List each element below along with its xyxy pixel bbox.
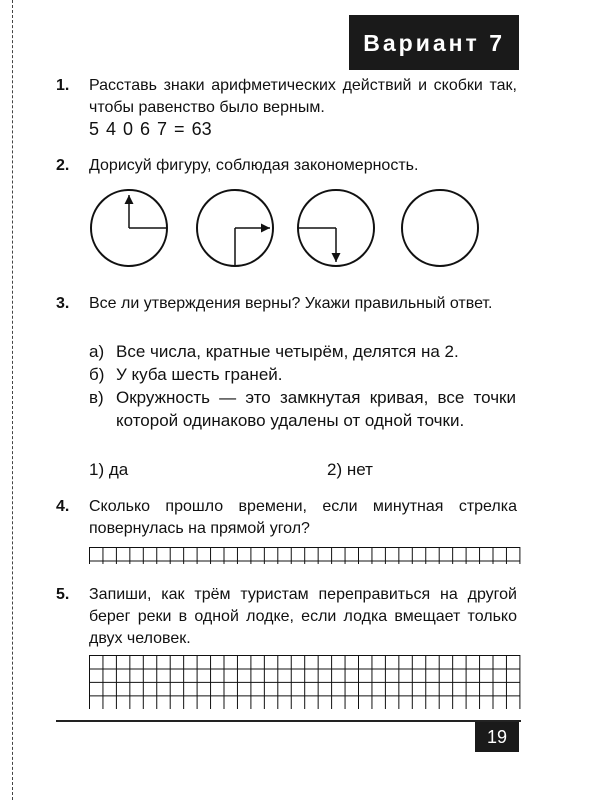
statement-c-label: в) [89,388,104,407]
answer-option-2-label: 2) [327,460,343,479]
answer-option-1-text: да [108,460,129,479]
answer-option-2-text: нет [346,460,373,479]
answer-option-1-label: 1) [89,460,105,479]
answer-grid-question-4[interactable] [89,547,521,564]
circle-4-empty [402,190,478,266]
cut-line [12,0,13,800]
page-number: 19 [475,722,519,752]
footer-rule [56,720,521,722]
variant-title: Вариант 7 [363,30,505,56]
answer-option-2[interactable] [327,460,373,480]
question-5-text: Запиши, как трём туристам переправиться на другой берег реки в одной лодке, если лодка вмещает только двух человек. [89,586,517,647]
answer-option-1[interactable] [89,460,128,480]
question-3-number: 3. [56,295,70,312]
answer-grid-question-5[interactable] [89,655,521,709]
question-1-equation: 5 4 0 6 7 = 63 [89,119,212,139]
question-2-number: 2. [56,157,70,174]
question-5-number: 5. [56,586,70,603]
question-1-text: Расставь знаки арифметических действий и скобки так, чтобы равенство было верным. [89,77,517,116]
question-1-number: 1. [56,77,70,94]
statement-a-text: Все числа, кратные четырём, делятся на 2. [116,342,459,361]
statement-c-text: Окружность — это замкнутая кривая, все точки которой одинаково удалены от одной точки. [116,388,516,430]
circle-3 [298,190,374,266]
statement-a-label: а) [89,342,105,361]
circle-2 [197,190,273,266]
variant-header [349,15,519,70]
statement-b-text: У куба шесть граней. [116,365,283,384]
question-4-number: 4. [56,498,70,515]
question-2-text: Дорисуй фигуру, соблюдая закономерность. [89,157,419,174]
circle-1 [91,190,167,266]
pattern-circles [90,187,490,277]
question-4-text: Сколько прошло времени, если минутная стрелка повернулась на прямой угол? [89,498,517,537]
question-3-text: Все ли утверждения верны? Укажи правильный ответ. [89,295,493,312]
statement-b-label: б) [89,365,105,384]
